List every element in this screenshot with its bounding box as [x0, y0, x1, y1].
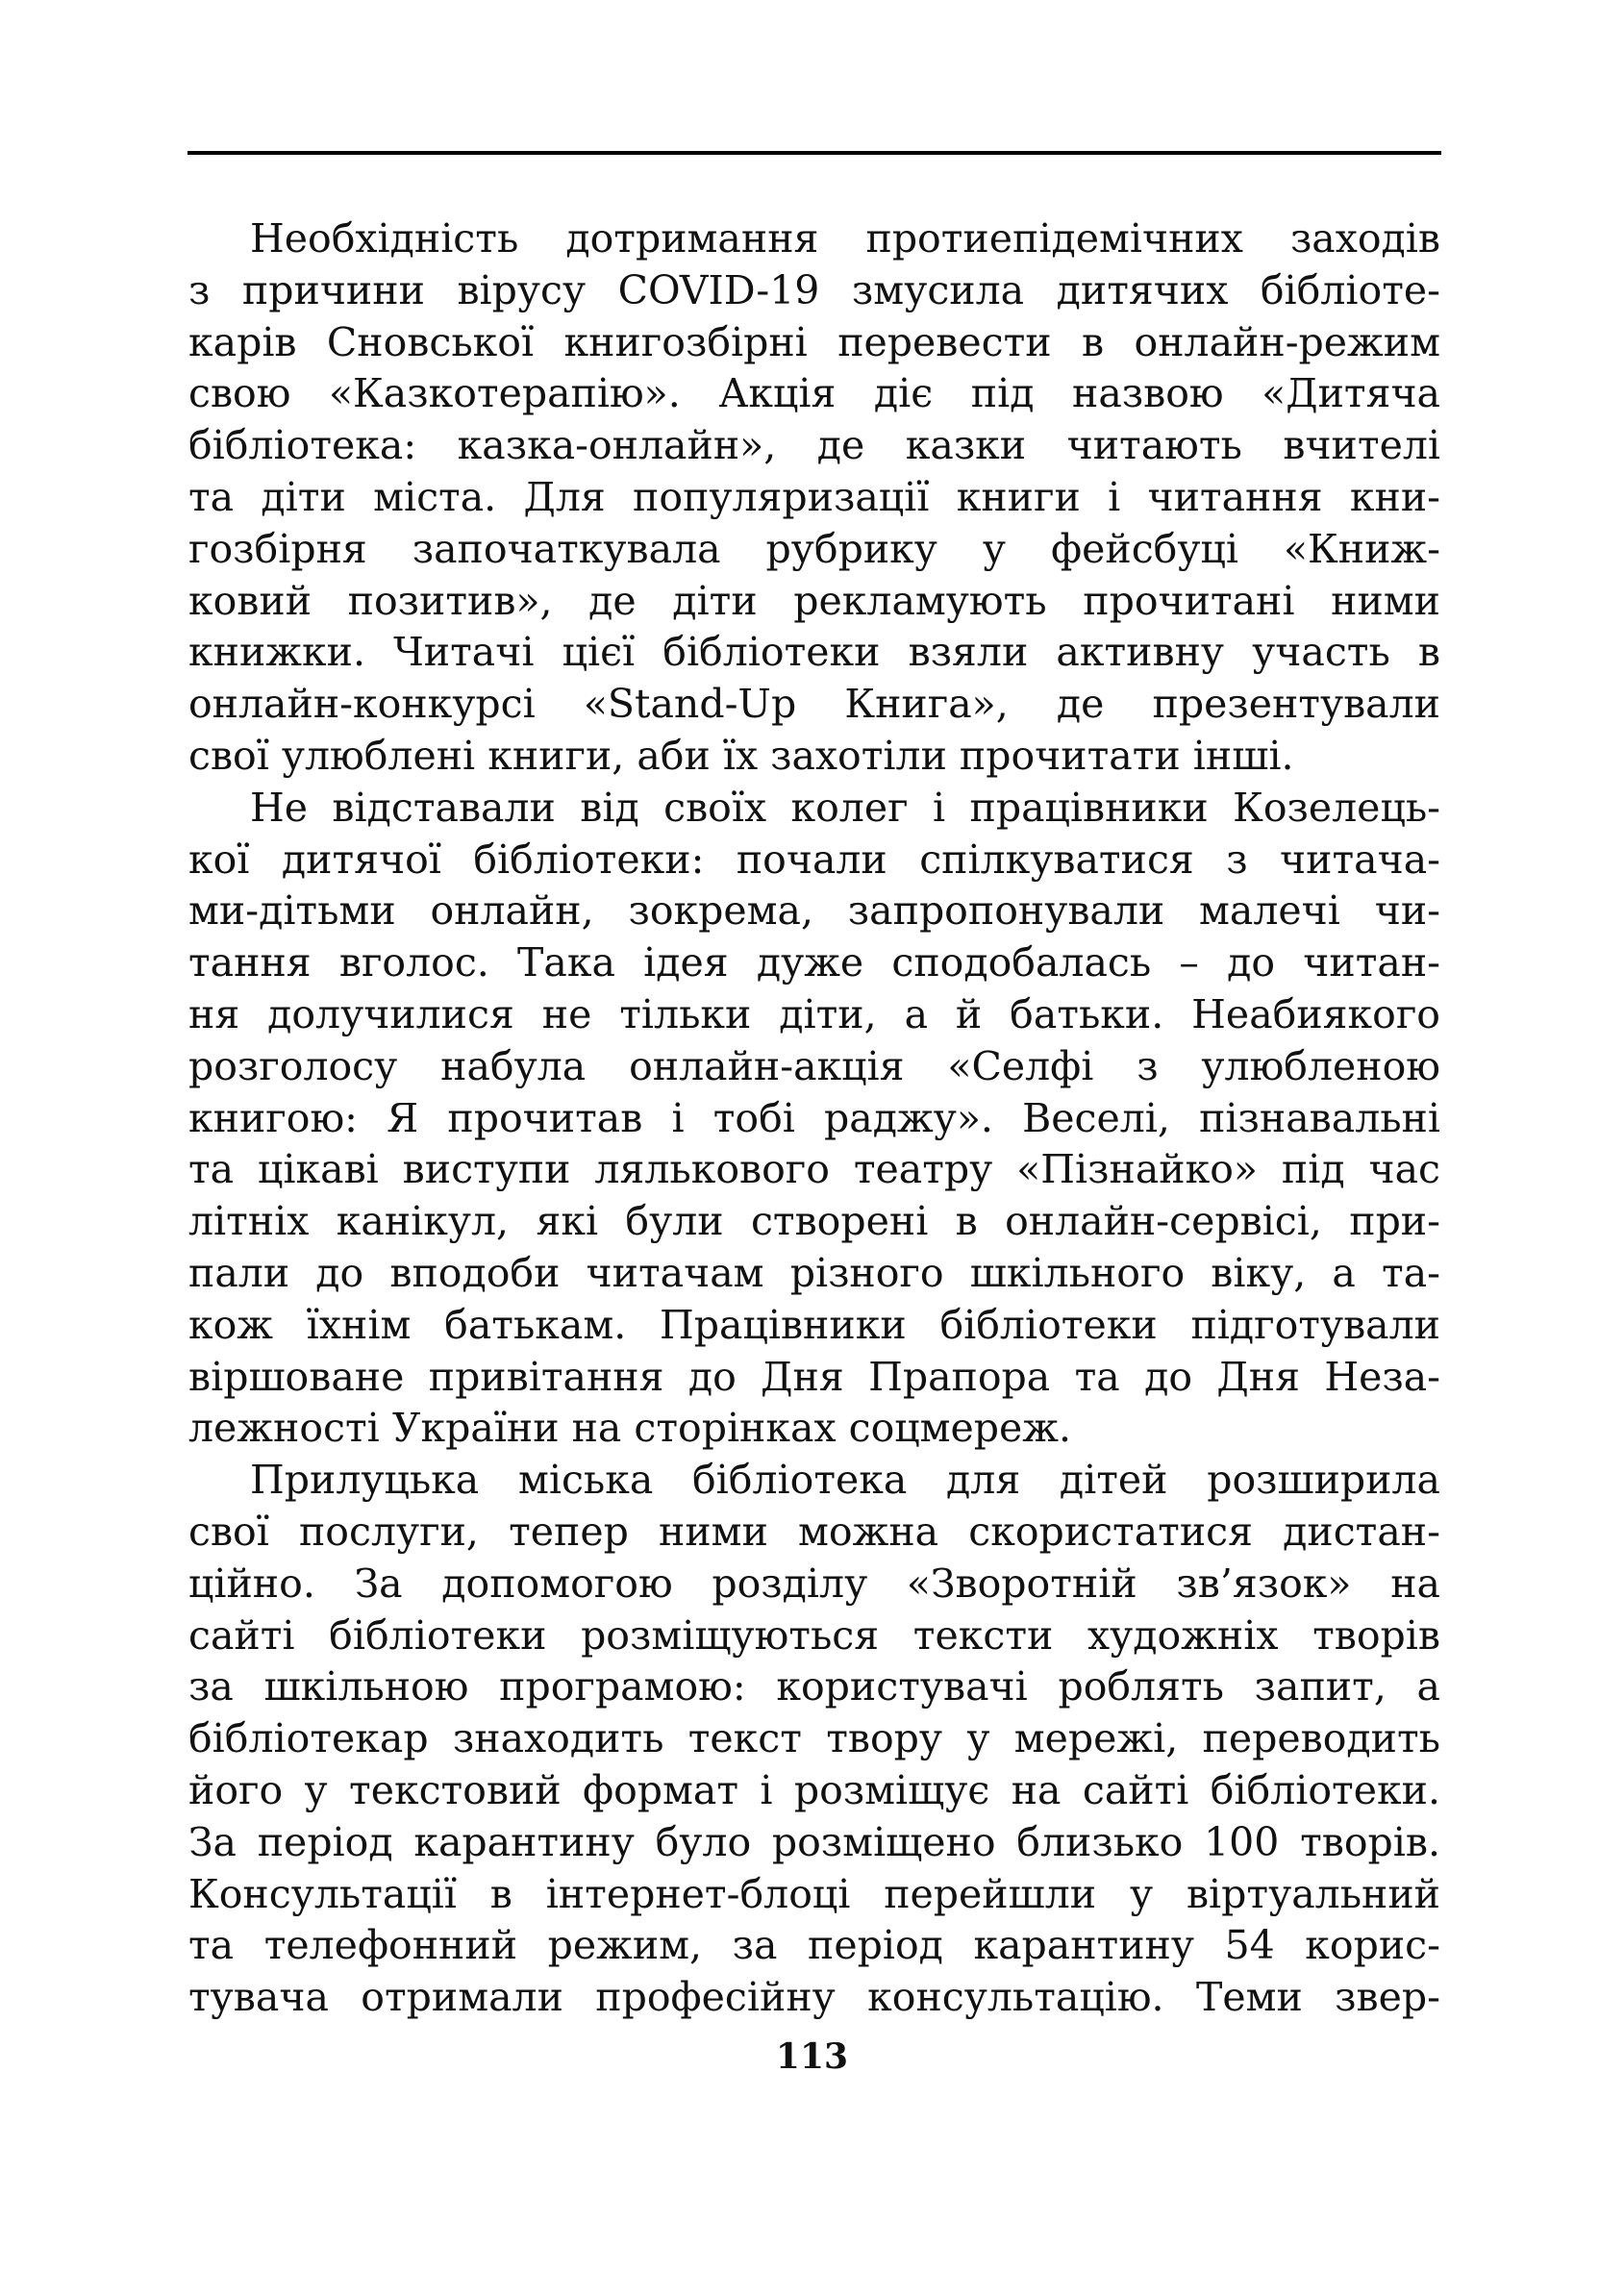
paragraph-line: сайті бібліотеки розміщуються тексти художніх творів	[188, 1611, 1440, 1659]
paragraph-line: бібліотека: казка-онлайн», де казки читають вчителі	[188, 422, 1440, 469]
paragraph-line: онлайн-конкурсі «Stand-Up Книга», де презентували	[188, 681, 1440, 728]
paragraph-line: книжки. Читачі цієї бібліотеки взяли активну участь в	[188, 629, 1440, 676]
paragraph-line: віршоване привітання до Дня Прапора та до Дня Неза-	[188, 1353, 1440, 1400]
paragraph-line: кої дитячої бібліотеки: почали спілкуватися з читача-	[188, 836, 1440, 883]
paragraph-line: За період карантину було розміщено близько 100 творів.	[188, 1818, 1440, 1865]
paragraph-line: книгою: Я прочитав і тобі раджу». Веселі, пізнавальні	[188, 1094, 1440, 1141]
paragraph-line: бібліотекар знаходить текст твору у мережі, переводить	[188, 1715, 1440, 1762]
paragraph-line: тувача отримали професійну консультацію. Теми звер-	[188, 1974, 1440, 2021]
paragraph-line: Прилуцька міська бібліотека для дітей розширила	[250, 1457, 1440, 1504]
paragraph-line: його у текстовий формат і розміщує на сайті бібліотеки.	[188, 1766, 1440, 1813]
paragraph-line: розголосу набула онлайн-акція «Селфі з улюбленою	[188, 1042, 1440, 1089]
paragraph-line: свою «Казкотерапію». Акція діє під назвою «Дитяча	[188, 370, 1440, 417]
paragraph-line: та телефонний режим, за період карантину 54 корис-	[188, 1922, 1440, 1969]
paragraph-2	[188, 783, 1440, 1455]
paragraph-line: ковий позитив», де діти рекламують прочитані ними	[188, 577, 1440, 624]
page-number: 113	[775, 2036, 849, 2077]
header-rule	[187, 151, 1441, 155]
paragraph-line: тання вголос. Така ідея дуже сподобалась – до читан-	[188, 939, 1440, 986]
paragraph-line: гозбірня започаткувала рубрику у фейсбуці «Книж-	[188, 525, 1440, 572]
paragraph-line: з причини вірусу COVID-19 змусила дитячих бібліоте-	[188, 266, 1440, 313]
paragraph-line: за шкільною програмою: користувачі роблять запит, а	[188, 1663, 1440, 1710]
paragraph-line: Необхідність дотримання протиепідемічних заходів	[250, 215, 1440, 262]
paragraph-line: Не відставали від своїх колег і працівники Козелець-	[250, 784, 1440, 831]
paragraph-line: свої послуги, тепер ними можна скористатися дистан-	[188, 1508, 1440, 1555]
paragraph-line: літніх канікул, які були створені в онлайн-сервісі, при-	[188, 1198, 1440, 1245]
paragraph-line: свої улюблені книги, аби їх захотіли прочитати інші.	[188, 732, 1294, 779]
paragraph-line: та цікаві виступи лялькового театру «Пізнайко» під час	[188, 1146, 1440, 1193]
paragraph-line: карів Сновської книгозбірні перевести в онлайн-режим	[188, 318, 1440, 365]
paragraph-line: ційно. За допомогою розділу «Зворотній зв’язок» на	[188, 1560, 1440, 1607]
paragraph-3	[188, 1455, 1440, 2024]
paragraph-line: ня долучилися не тільки діти, а й батьки. Неабиякого	[188, 990, 1440, 1037]
paragraph-line: лежності України на сторінках соцмереж.	[188, 1405, 1072, 1452]
paragraph-line: пали до вподоби читачам різного шкільного віку, а та-	[188, 1249, 1440, 1296]
paragraph-line: кож їхнім батькам. Працівники бібліотеки підготували	[188, 1301, 1440, 1348]
paragraph-line: ми-дітьми онлайн, зокрема, запропонували малечі чи-	[188, 887, 1440, 935]
paragraph-line: та діти міста. Для популяризації книги і читання кни-	[188, 473, 1440, 520]
paragraph-1	[188, 213, 1440, 783]
body-text	[188, 213, 1440, 2024]
paragraph-line: Консультації в інтернет-блоці перейшли у віртуальний	[188, 1870, 1440, 1917]
